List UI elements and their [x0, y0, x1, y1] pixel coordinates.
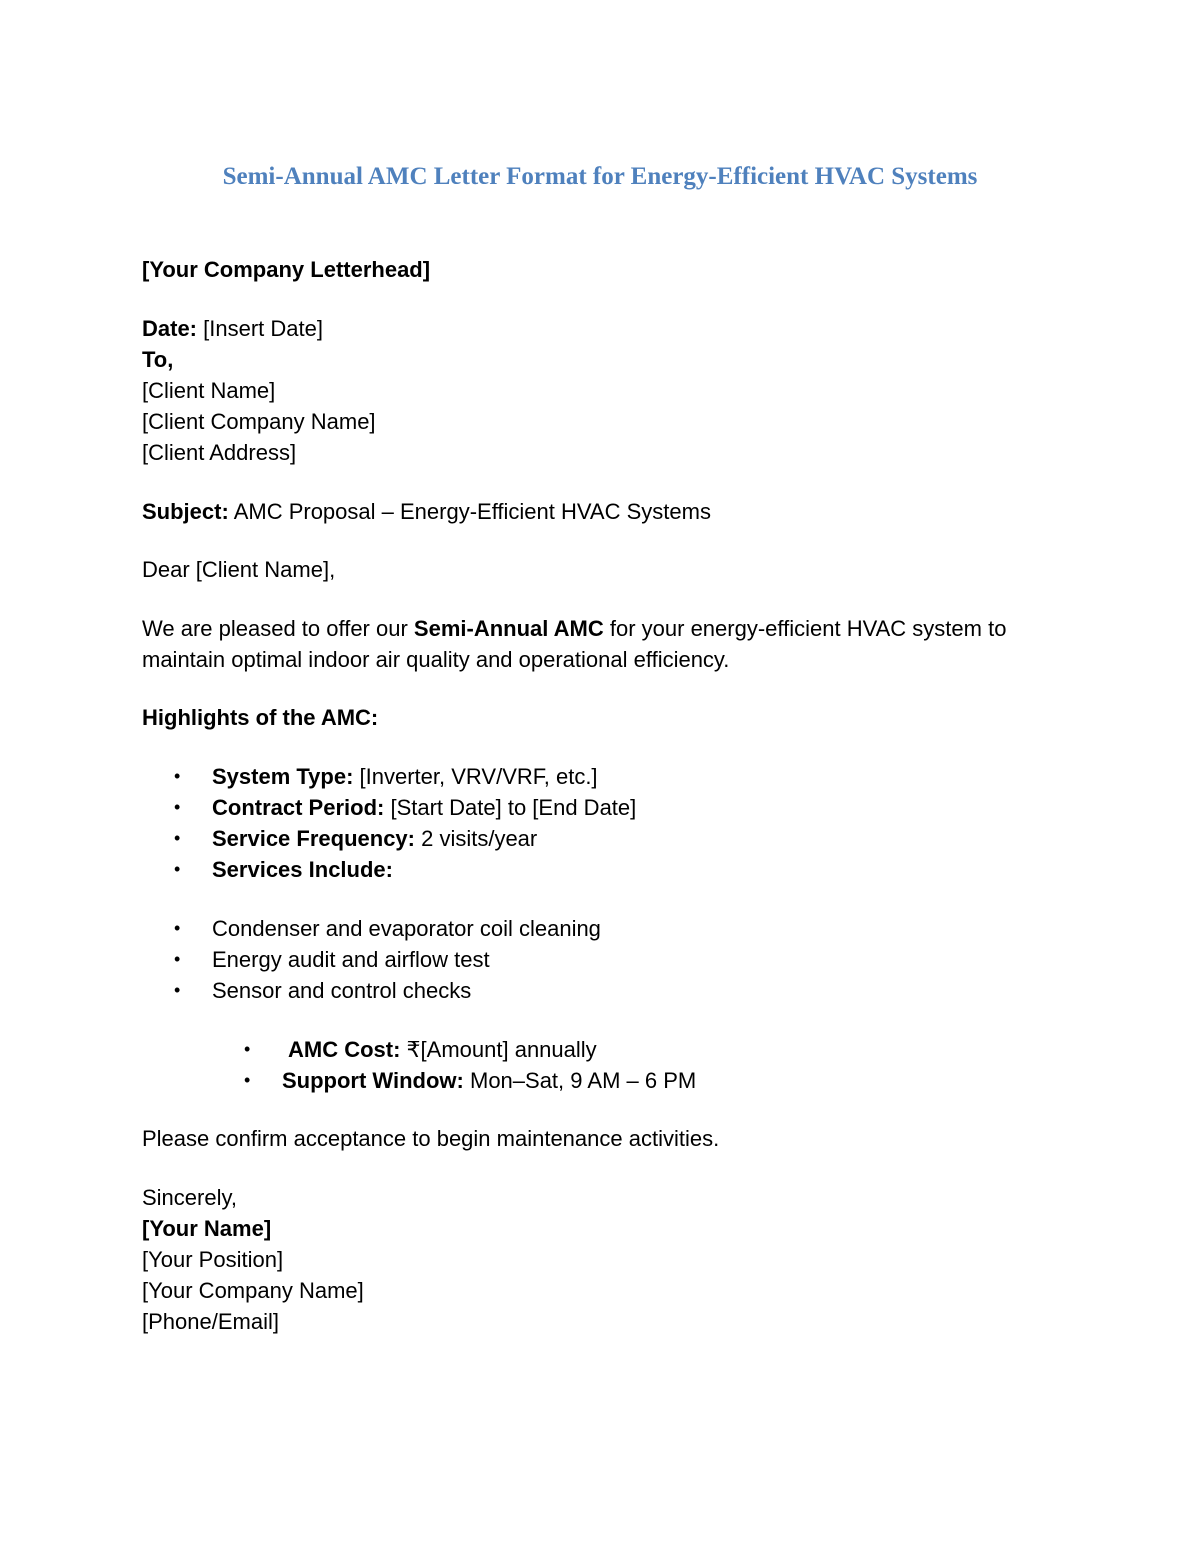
intro-text-bold: Semi-Annual AMC: [413, 616, 604, 641]
extra-text: [282, 1065, 696, 1096]
highlight-label: System Type:: [212, 764, 354, 789]
highlight-value: [Start Date] to [End Date]: [384, 795, 637, 820]
highlight-text: [212, 854, 393, 885]
closing-request: Please confirm acceptance to begin maintenance activities.: [142, 1126, 720, 1151]
highlights-heading-text: Highlights of the AMC:: [142, 705, 379, 730]
to-label: [142, 344, 173, 375]
highlights-heading: [142, 702, 378, 733]
date-line: [142, 313, 323, 344]
service-text: Energy audit and airflow test: [212, 947, 490, 972]
highlight-text: [212, 792, 636, 823]
bullet-icon: •: [244, 1039, 251, 1059]
extra-label: Support Window:: [282, 1068, 464, 1093]
extra-text: [288, 1034, 597, 1065]
subject-line: [142, 496, 711, 527]
date-value: [Insert Date]: [197, 316, 323, 341]
letterhead-text: [Your Company Letterhead]: [142, 257, 431, 282]
highlight-value: [Inverter, VRV/VRF, etc.]: [353, 764, 598, 789]
sign-off: Sincerely,: [142, 1185, 237, 1210]
subject-label: Subject:: [142, 499, 229, 524]
bullet-icon: •: [244, 1070, 251, 1090]
highlight-text: [212, 761, 598, 792]
page-title: Semi-Annual AMC Letter Format for Energy-Efficient HVAC Systems: [222, 163, 978, 190]
intro-text-after: for your energy-efficient HVAC system to: [603, 616, 1007, 641]
highlight-label: Services Include:: [212, 857, 393, 882]
to-label-text: To,: [142, 347, 174, 372]
letterhead: [142, 254, 430, 285]
highlight-text: [212, 823, 537, 854]
service-text: Condenser and evaporator coil cleaning: [212, 916, 601, 941]
intro-text-before: We are pleased to offer our: [142, 616, 414, 641]
bullet-icon: •: [174, 859, 181, 879]
highlight-value: 2 visits/year: [414, 826, 538, 851]
bullet-icon: •: [174, 797, 181, 817]
bullet-icon: •: [174, 918, 181, 938]
signature-name: [142, 1213, 271, 1244]
signature-position: [Your Position]: [142, 1247, 284, 1272]
extra-value: Mon–Sat, 9 AM – 6 PM: [463, 1068, 697, 1093]
salutation: Dear [Client Name],: [142, 557, 336, 582]
signature-contact: [Phone/Email]: [142, 1309, 279, 1334]
intro-line-2: maintain optimal indoor air quality and operational efficiency.: [142, 647, 730, 672]
extra-value: ₹[Amount] annually: [400, 1037, 597, 1062]
bullet-icon: •: [174, 828, 181, 848]
highlight-label: Contract Period:: [212, 795, 385, 820]
recipient-address: [Client Address]: [142, 440, 297, 465]
extra-label: AMC Cost:: [288, 1037, 401, 1062]
subject-value: AMC Proposal – Energy-Efficient HVAC Systems: [228, 499, 711, 524]
bullet-icon: •: [174, 949, 181, 969]
signature-company: [Your Company Name]: [142, 1278, 364, 1303]
date-label: Date:: [142, 316, 198, 341]
recipient-company: [Client Company Name]: [142, 409, 376, 434]
recipient-name: [Client Name]: [142, 378, 276, 403]
highlight-label: Service Frequency:: [212, 826, 415, 851]
intro-line-1: [142, 613, 1006, 644]
bullet-icon: •: [174, 980, 181, 1000]
bullet-icon: •: [174, 766, 181, 786]
service-text: Sensor and control checks: [212, 978, 472, 1003]
signature-name-text: [Your Name]: [142, 1216, 272, 1241]
